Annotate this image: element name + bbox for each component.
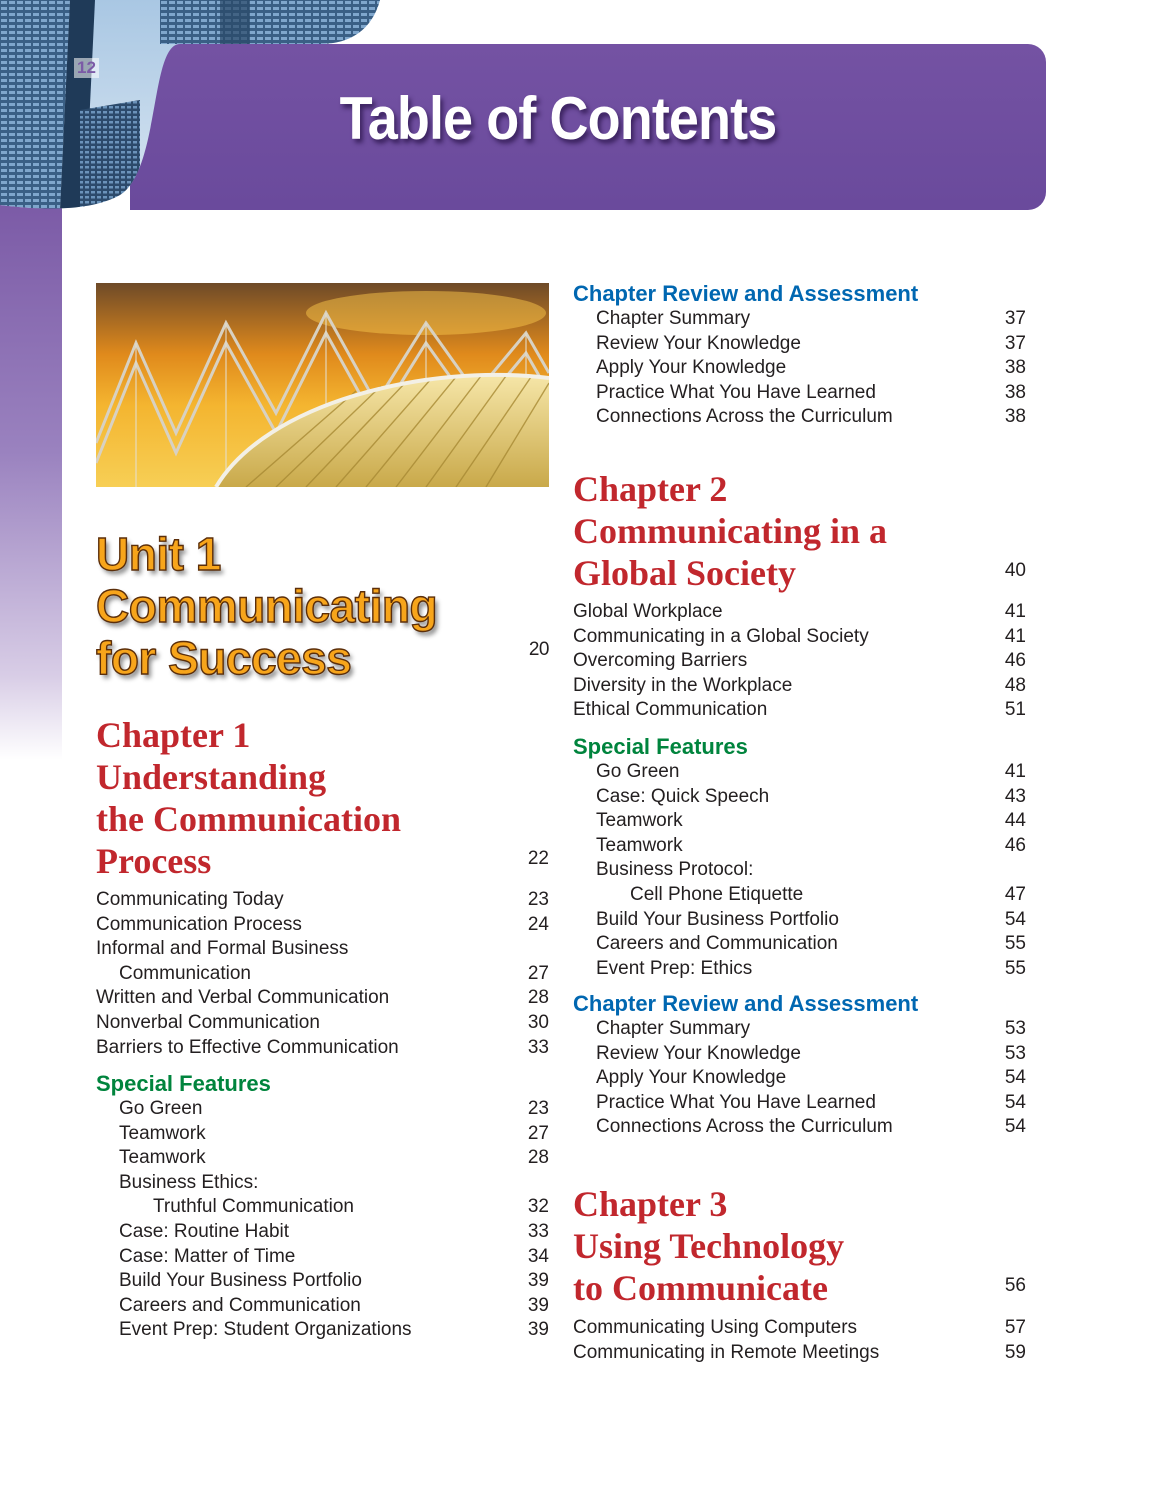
toc-entry-page: 41	[1004, 761, 1026, 782]
toc-entry-title: Case: Routine Habit	[119, 1220, 290, 1242]
chapter-1-special-features	[96, 1097, 549, 1343]
toc-entry-title: Teamwork	[119, 1147, 206, 1169]
toc-entry-title: Connections Across the Curriculum	[596, 1116, 893, 1138]
toc-entry-title: Connections Across the Curriculum	[596, 406, 893, 428]
toc-entry-page: 37	[1004, 332, 1026, 354]
toc-entry	[573, 1115, 1026, 1140]
toc-entry-page: 39	[527, 1319, 549, 1341]
chapter-2-heading	[573, 468, 1026, 594]
toc-entry	[96, 1269, 549, 1294]
toc-entry-title: Business Protocol:	[596, 859, 754, 881]
chapter-3-heading	[573, 1183, 1026, 1309]
page-title: Table of Contents	[339, 85, 777, 152]
toc-entry-title: Communicating in a Global Society	[573, 625, 869, 647]
chapter-heading-line: Communicating in a	[573, 511, 888, 551]
toc-entry-page: 48	[1004, 674, 1026, 696]
toc-entry-page: 23	[527, 889, 549, 910]
toc-entry-title: Communication Process	[96, 913, 302, 935]
toc-entry-page: 57	[1004, 1317, 1026, 1338]
toc-entry	[573, 381, 1026, 406]
chapter-heading-line: Chapter 1	[96, 715, 251, 755]
toc-entry-title: Business Ethics:	[119, 1171, 259, 1193]
unit-title-line: Communicating	[96, 580, 438, 632]
toc-entry-title: Careers and Communication	[119, 1294, 361, 1316]
unit-title-line: Unit 1	[96, 528, 221, 580]
toc-entry-title: Build Your Business Portfolio	[596, 908, 839, 930]
chapter-heading-line: Global Society	[573, 553, 796, 593]
toc-entry	[573, 1341, 1026, 1366]
chapter-page: 56	[1004, 1275, 1026, 1296]
chapter-page: 40	[1004, 560, 1026, 581]
toc-entry	[573, 649, 1026, 674]
toc-entry-page: 46	[1004, 650, 1026, 672]
toc-entry-page: 39	[527, 1270, 549, 1292]
toc-entry-title: Communicating in Remote Meetings	[573, 1341, 880, 1363]
toc-entry-title: Overcoming Barriers	[573, 650, 748, 672]
toc-entry-page: 23	[527, 1098, 549, 1119]
toc-entry	[573, 1091, 1026, 1116]
toc-entry	[96, 986, 549, 1011]
toc-entry-page: 28	[527, 1147, 549, 1169]
chapter-review-heading: Chapter Review and Assessment	[573, 281, 919, 306]
toc-entry-title: Written and Verbal Communication	[96, 987, 390, 1009]
toc-entry	[96, 1122, 549, 1147]
toc-entry-title: Cell Phone Etiquette	[630, 883, 804, 905]
toc-entry-title: Teamwork	[596, 810, 683, 832]
toc-entry	[573, 307, 1026, 332]
toc-entry-page: 41	[1004, 601, 1026, 622]
toc-entry-title: Go Green	[596, 761, 680, 782]
toc-entry-page: 59	[1004, 1341, 1026, 1363]
toc-entry	[573, 600, 1026, 625]
chapter-1-review	[573, 307, 1026, 430]
toc-entry-page: 53	[1004, 1018, 1026, 1039]
toc-entry-title: Chapter Summary	[596, 308, 751, 329]
toc-entry-title: Ethical Communication	[573, 699, 768, 721]
toc-entry-page: 55	[1004, 957, 1026, 979]
toc-entry	[96, 913, 549, 938]
toc-entry	[573, 332, 1026, 357]
toc-entry	[96, 1097, 549, 1122]
chapter-review-heading: Chapter Review and Assessment	[573, 991, 919, 1016]
toc-entry-page: 27	[527, 1122, 549, 1144]
toc-entry-title: Review Your Knowledge	[596, 1042, 801, 1064]
toc-entry-title: Practice What You Have Learned	[596, 381, 876, 403]
toc-entry-title: Apply Your Knowledge	[596, 357, 787, 379]
toc-entry	[573, 405, 1026, 430]
chapter-heading-line: Using Technology	[573, 1226, 845, 1266]
toc-entry-page: 38	[1004, 357, 1026, 379]
chapter-2-review	[573, 1017, 1026, 1140]
toc-entry	[96, 937, 549, 962]
toc-entry-title: Go Green	[119, 1098, 203, 1119]
toc-entry-title: Event Prep: Student Organizations	[119, 1319, 412, 1341]
toc-entry	[573, 957, 1026, 982]
toc-entry	[96, 1294, 549, 1319]
special-features-heading: Special Features	[573, 734, 748, 759]
unit-title	[96, 528, 549, 684]
chapter-3-sections	[573, 1316, 1026, 1365]
toc-entry-title: Global Workplace	[573, 601, 723, 622]
toc-entry-title: Practice What You Have Learned	[596, 1091, 876, 1113]
left-decor-strip	[0, 200, 62, 760]
toc-entry	[573, 1066, 1026, 1091]
toc-entry	[96, 1036, 549, 1061]
toc-entry	[573, 908, 1026, 933]
toc-entry	[96, 1146, 549, 1171]
toc-entry-page: 28	[527, 987, 549, 1009]
toc-entry-page: 33	[527, 1220, 549, 1242]
chapter-2-sections	[573, 600, 1026, 723]
toc-entry	[96, 888, 549, 913]
toc-entry-page: 53	[1004, 1042, 1026, 1064]
page-number: 12	[74, 58, 99, 78]
toc-entry	[573, 356, 1026, 381]
toc-entry	[96, 1245, 549, 1270]
toc-entry	[573, 858, 1026, 883]
toc-entry	[573, 674, 1026, 699]
toc-entry-title: Communicating Using Computers	[573, 1317, 858, 1338]
toc-entry	[573, 1017, 1026, 1042]
toc-entry-page: 33	[527, 1036, 549, 1058]
toc-entry-page: 54	[1004, 1091, 1026, 1113]
toc-entry-page: 37	[1004, 308, 1026, 329]
special-features-heading: Special Features	[96, 1071, 271, 1096]
toc-entry-title: Case: Matter of Time	[119, 1245, 296, 1267]
toc-entry	[96, 1171, 549, 1196]
toc-entry-page: 54	[1004, 908, 1026, 930]
toc-entry-title: Communication	[119, 962, 251, 984]
toc-entry-page: 47	[1004, 883, 1026, 905]
toc-entry-page: 46	[1004, 834, 1026, 856]
toc-entry-page: 27	[527, 962, 549, 984]
toc-entry-title: Teamwork	[596, 834, 683, 856]
toc-entry-title: Truthful Communication	[153, 1196, 354, 1218]
toc-entry	[573, 932, 1026, 957]
architecture-photo	[96, 283, 549, 487]
toc-entry-page: 39	[527, 1294, 549, 1316]
toc-entry	[573, 1042, 1026, 1067]
toc-entry-page: 44	[1004, 810, 1026, 832]
toc-entry-title: Event Prep: Ethics	[596, 957, 753, 979]
toc-entry-title: Chapter Summary	[596, 1018, 751, 1039]
unit-title-line: for Success	[96, 632, 352, 684]
toc-entry-page: 38	[1004, 381, 1026, 403]
toc-entry	[573, 809, 1026, 834]
toc-entry-page: 55	[1004, 933, 1026, 955]
toc-entry	[96, 1011, 549, 1036]
toc-entry	[96, 1318, 549, 1343]
toc-entry-page: 54	[1004, 1116, 1026, 1138]
toc-entry	[573, 883, 1026, 908]
toc-entry	[573, 760, 1026, 785]
toc-entry-title: Diversity in the Workplace	[573, 674, 793, 696]
toc-entry-title: Informal and Formal Business	[96, 938, 349, 960]
toc-entry	[573, 698, 1026, 723]
toc-entry	[96, 1220, 549, 1245]
toc-entry	[96, 962, 549, 987]
chapter-1-heading	[96, 714, 549, 882]
chapter-page: 22	[527, 848, 549, 869]
toc-entry-page: 38	[1004, 406, 1026, 428]
chapter-1-sections	[96, 888, 549, 1060]
toc-entry	[573, 625, 1026, 650]
chapter-heading-line: the Communication	[96, 799, 401, 839]
chapter-heading-line: Chapter 2	[573, 469, 728, 509]
toc-entry-page: 54	[1004, 1067, 1026, 1089]
toc-entry-page: 30	[527, 1011, 549, 1033]
toc-entry-title: Barriers to Effective Communication	[96, 1036, 399, 1058]
toc-entry-title: Careers and Communication	[596, 933, 838, 955]
chapter-heading-line: Process	[96, 841, 212, 881]
toc-entry-title: Communicating Today	[96, 889, 284, 910]
toc-entry-page: 41	[1004, 625, 1026, 647]
toc-entry-title: Apply Your Knowledge	[596, 1067, 787, 1089]
chapter-2-special-features	[573, 760, 1026, 981]
toc-entry-title: Teamwork	[119, 1122, 206, 1144]
toc-entry	[573, 834, 1026, 859]
toc-entry-title: Review Your Knowledge	[596, 332, 801, 354]
toc-entry-page: 34	[527, 1245, 549, 1267]
toc-entry	[96, 1195, 549, 1220]
toc-entry	[573, 785, 1026, 810]
chapter-heading-line: Chapter 3	[573, 1184, 728, 1224]
toc-entry-page: 24	[527, 913, 549, 935]
toc-entry-title: Nonverbal Communication	[96, 1011, 320, 1033]
toc-entry-title: Build Your Business Portfolio	[119, 1270, 362, 1292]
toc-entry-title: Case: Quick Speech	[596, 785, 770, 807]
chapter-heading-line: Understanding	[96, 757, 327, 797]
unit-page: 20	[528, 639, 549, 660]
toc-entry-page: 51	[1004, 699, 1026, 721]
toc-entry	[573, 1316, 1026, 1341]
chapter-heading-line: to Communicate	[573, 1268, 828, 1308]
toc-entry-page: 43	[1004, 785, 1026, 807]
toc-entry-page: 32	[527, 1196, 549, 1218]
